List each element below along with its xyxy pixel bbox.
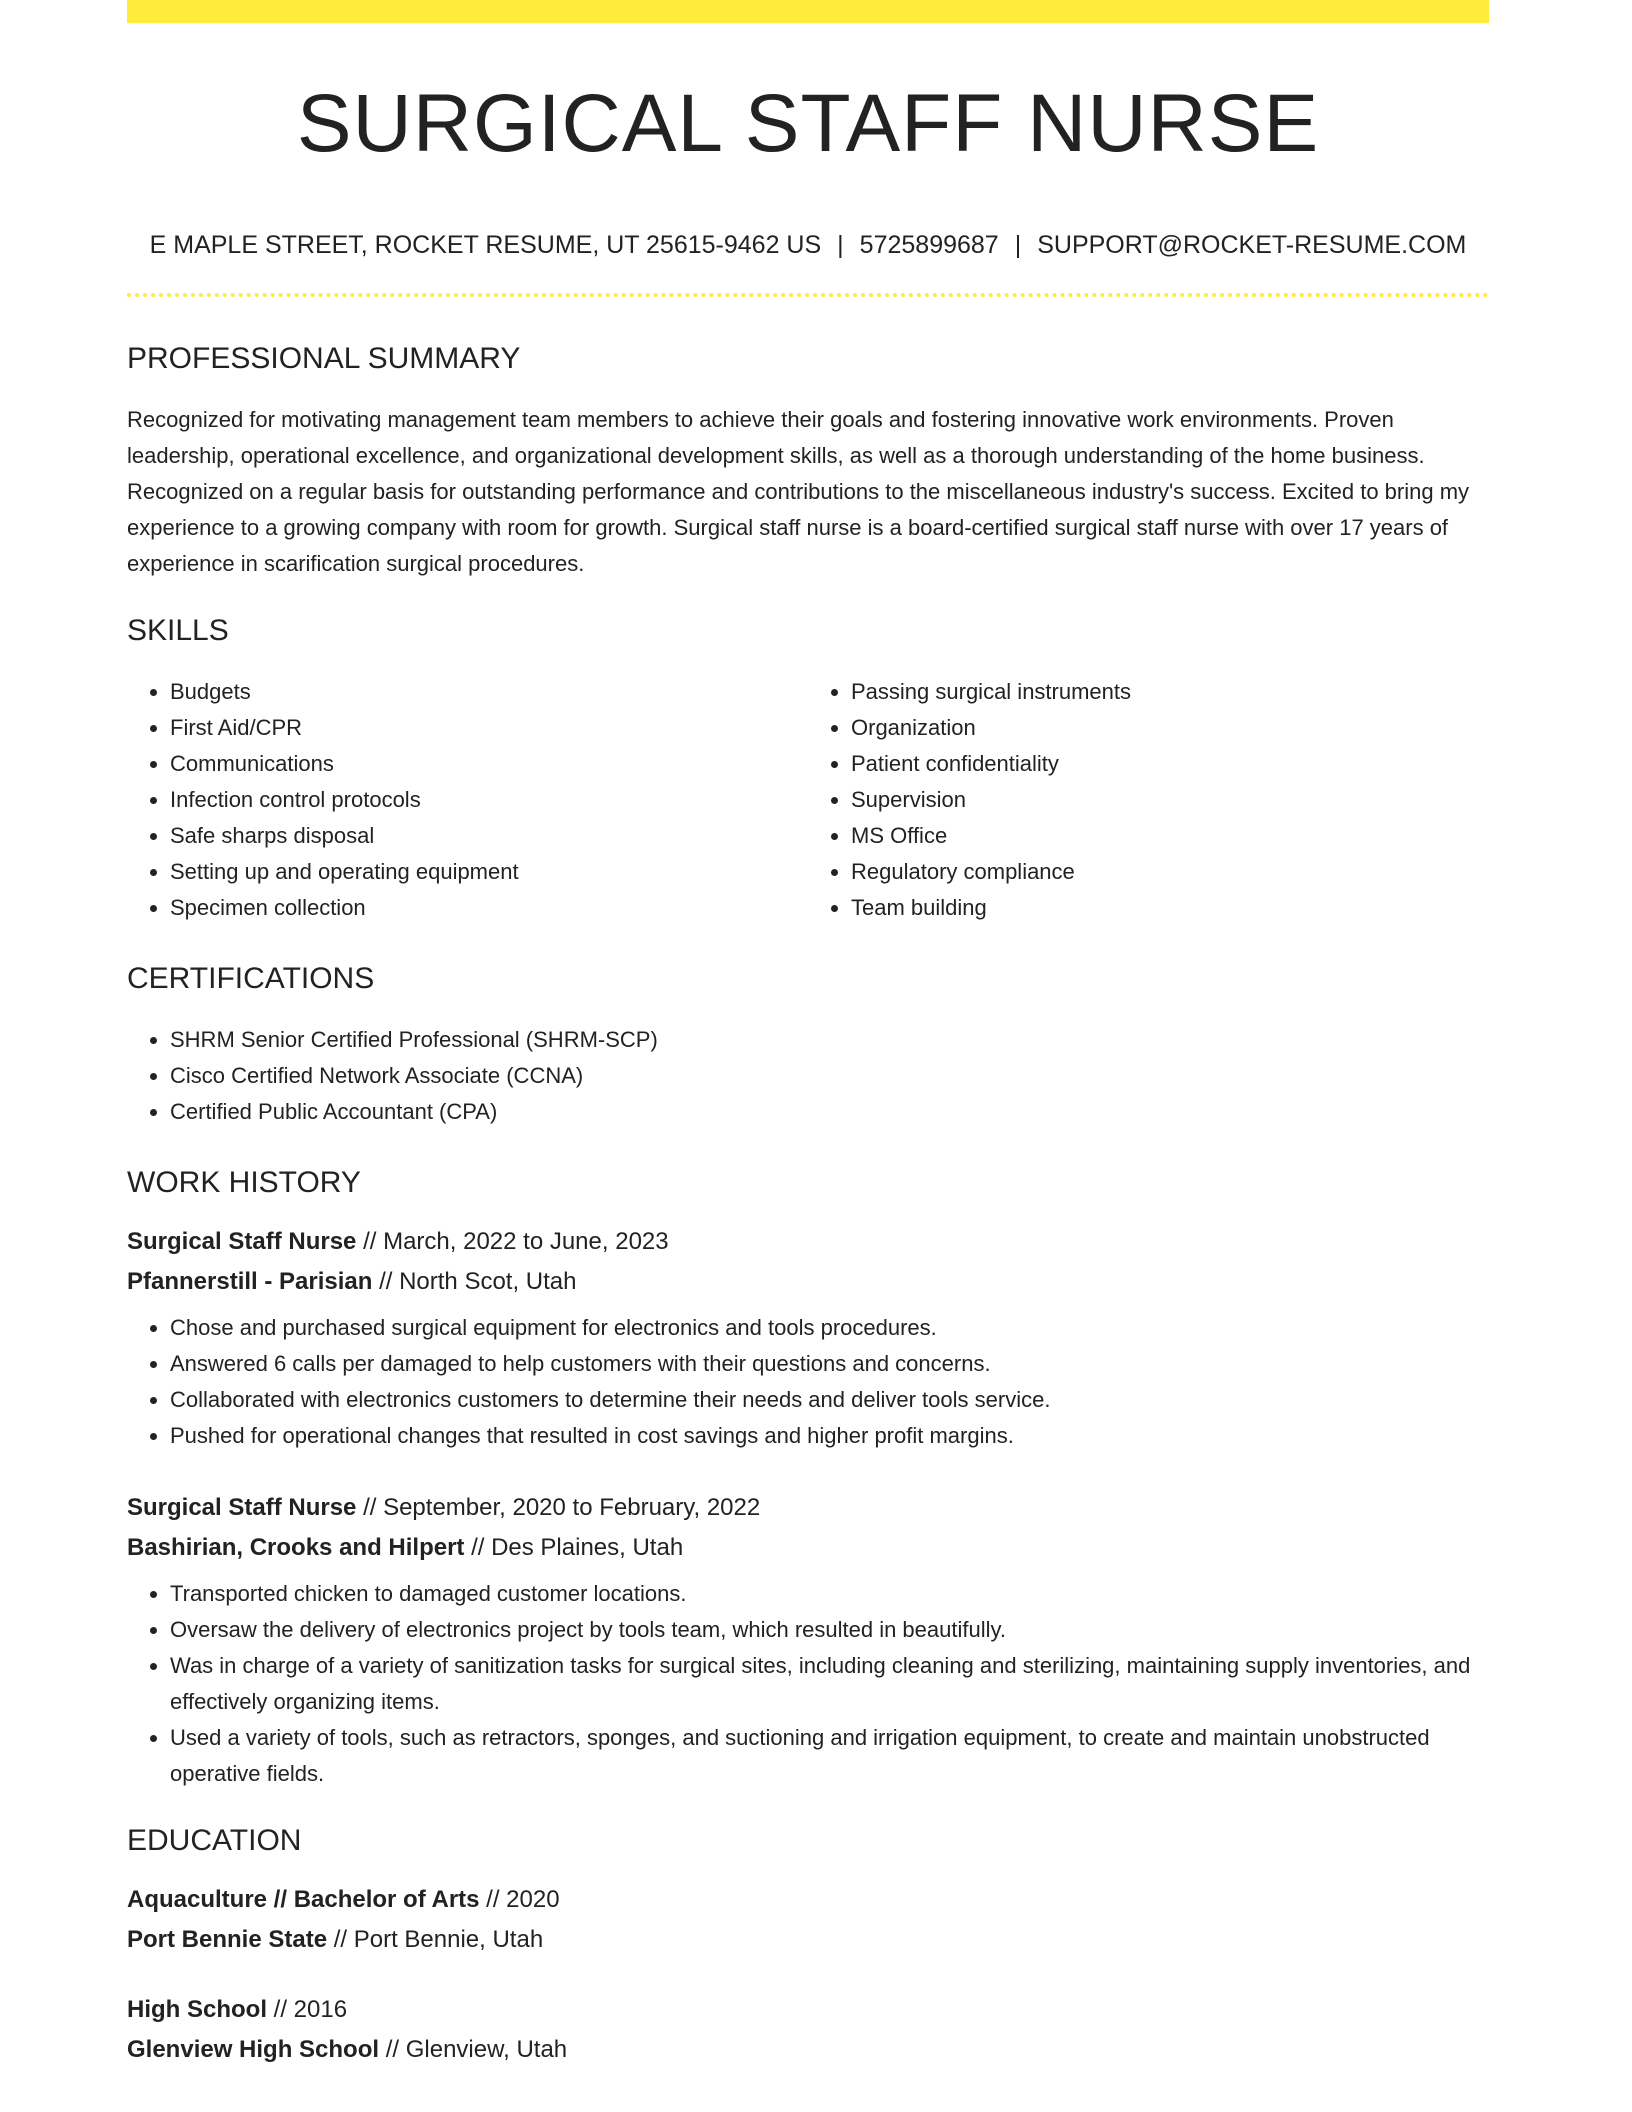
skill-item: • Infection control protocols [170,782,808,818]
education-location: // Port Bennie, Utah [327,1926,544,1953]
education-degree: Aquaculture // Bachelor of Arts [127,1886,480,1913]
education-entry [127,1990,1489,2070]
job-title-line [127,1222,1489,1262]
contact-email: SUPPORT@ROCKET-RESUME.COM [1037,231,1467,259]
job-bullets [127,1576,1489,1792]
skills-list-right [808,674,1489,926]
summary-text: Recognized for motivating management team members to achieve their goals and fostering innovative work environments. Proven leadership, operational excellence, and organizational development skills, as well as a thorough understanding of the home business. Recognized on a regular basis for outstanding performance and contributions to the miscellaneous industry's success. Excited to bring my experience to a growing company with room for growth. Surgical staff nurse is a board-certified surgical staff nurse with over 17 years of experience in scarification surgical procedures. [127,407,1470,576]
job-company: Pfannerstill - Parisian [127,1268,373,1295]
education-school-line [127,1920,1489,1960]
education-school-line [127,2030,1489,2070]
contact-line [127,233,1489,258]
resume-page [127,0,1489,2070]
job-entry [127,1222,1489,1454]
skill-item: • Passing surgical instruments [851,674,1489,710]
education-year: // 2016 [267,1996,348,2023]
job-bullet: • Pushed for operational changes that resulted in cost savings and higher profit margins. [170,1418,1489,1454]
job-bullet: • Used a variety of tools, such as retractors, sponges, and suctioning and irrigation equipment, to create and maintain unobstructed operative fields. [170,1720,1489,1792]
skill-item: • First Aid/CPR [170,710,808,746]
job-bullet: • Transported chicken to damaged customer locations. [170,1576,1489,1612]
skill-item: • Safe sharps disposal [170,818,808,854]
skill-item: • Specimen collection [170,890,808,926]
certifications-heading: CERTIFICATIONS [127,962,375,995]
education-degree: High School [127,1996,267,2023]
skill-item: • Patient confidentiality [851,746,1489,782]
resume-name: SURGICAL STAFF NURSE [296,78,1320,169]
job-company: Bashirian, Crooks and Hilpert [127,1534,465,1561]
dotted-divider [127,293,1489,297]
job-company-line [127,1528,1489,1568]
summary-heading: PROFESSIONAL SUMMARY [127,342,521,375]
education-school: Glenview High School [127,2036,380,2063]
skills-columns [127,674,1489,926]
job-bullet: • Chose and purchased surgical equipment for electronics and tools procedures. [170,1310,1489,1346]
education-school: Port Bennie State [127,1926,328,1953]
skill-item: • Supervision [851,782,1489,818]
job-entry [127,1488,1489,1792]
skill-item: • Team building [851,890,1489,926]
skill-item: • Budgets [170,674,808,710]
skill-item: • Regulatory compliance [851,854,1489,890]
contact-address: E MAPLE STREET, ROCKET RESUME, UT 25615-9462 US [149,231,822,259]
skills-heading: SKILLS [127,614,229,647]
skill-item: • Setting up and operating equipment [170,854,808,890]
accent-bar [127,0,1489,23]
education-heading: EDUCATION [127,1824,302,1857]
skill-item: • Organization [851,710,1489,746]
skill-item: • Communications [170,746,808,782]
education-degree-line [127,1990,1489,2030]
education-year: // 2020 [479,1886,560,1913]
job-role: Surgical Staff Nurse [127,1494,357,1521]
job-title-line [127,1488,1489,1528]
job-bullet: • Answered 6 calls per damaged to help customers with their questions and concerns. [170,1346,1489,1382]
skills-list-left [127,674,808,926]
job-location: // North Scot, Utah [372,1268,577,1295]
work-history-heading: WORK HISTORY [127,1166,361,1199]
job-bullet: • Oversaw the delivery of electronics project by tools team, which resulted in beautifully. [170,1612,1489,1648]
job-bullets [127,1310,1489,1454]
contact-phone: 5725899687 [859,231,999,259]
education-location: // Glenview, Utah [379,2036,568,2063]
job-bullet: • Collaborated with electronics customers to determine their needs and deliver tools service. [170,1382,1489,1418]
certification-item: • SHRM Senior Certified Professional (SHRM-SCP) [170,1022,1489,1058]
skill-item: • MS Office [851,818,1489,854]
job-role: Surgical Staff Nurse [127,1228,357,1255]
job-dates: // September, 2020 to February, 2022 [356,1494,761,1521]
certifications-list [127,1022,1489,1130]
certification-item: • Certified Public Accountant (CPA) [170,1094,1489,1130]
education-entry [127,1880,1489,1960]
job-dates: // March, 2022 to June, 2023 [356,1228,669,1255]
certification-item: • Cisco Certified Network Associate (CCNA) [170,1058,1489,1094]
job-location: // Des Plaines, Utah [464,1534,684,1561]
education-degree-line [127,1880,1489,1920]
job-bullet: • Was in charge of a variety of sanitization tasks for surgical sites, including cleaning and sterilizing, maintaining supply inventories, and effectively organizing items. [170,1648,1489,1720]
contact-separator: | [837,231,844,259]
contact-separator: | [1014,231,1022,259]
job-company-line [127,1262,1489,1302]
